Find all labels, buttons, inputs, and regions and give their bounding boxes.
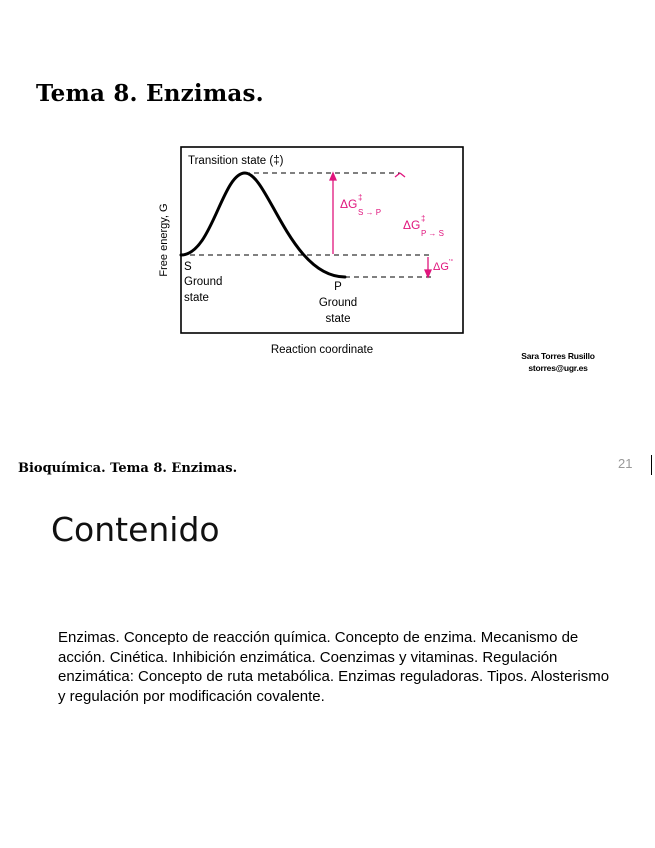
dg-reverse-arrow <box>395 173 405 177</box>
slide-title: Tema 8. Enzimas. <box>36 80 264 107</box>
x-axis-label: Reaction coordinate <box>270 344 374 356</box>
author-credit <box>503 350 613 374</box>
svg-text:ΔG: ΔG <box>403 218 421 232</box>
svg-text:'°: '° <box>449 259 454 266</box>
dg-forward-label <box>340 193 381 217</box>
svg-text:S → P: S → P <box>358 208 382 217</box>
author-email: storres@ugr.es <box>528 363 588 373</box>
author-name: Sara Torres Rusillo <box>521 351 595 361</box>
dg-standard-arrow <box>425 257 431 277</box>
contenido-body: Enzimas. Concepto de reacción química. Concepto de enzima. Mecanismo de acción. Cinética. Inhibición enzimática. Coenzimas y vitaminas. Regulación enzimática: Concepto de ruta metabólica. Enzimas reguladoras. Tipos. Alosterismo y regulación por modificación covalente. <box>58 629 610 705</box>
substrate-label: S <box>184 261 192 273</box>
svg-text:ΔG: ΔG <box>340 197 358 211</box>
product-label: P <box>334 281 342 293</box>
page-divider <box>651 455 652 475</box>
product-ground-line2: state <box>325 313 351 325</box>
svg-text:P → S: P → S <box>421 229 444 238</box>
reaction-curve <box>181 173 345 277</box>
section-header: Bioquímica. Tema 8. Enzimas. <box>18 461 238 476</box>
svg-text:‡: ‡ <box>421 214 426 223</box>
y-axis-label: Free energy, G <box>158 203 170 277</box>
energy-diagram <box>150 140 470 365</box>
dg-standard-label <box>433 258 453 273</box>
product-ground-line1: Ground <box>318 297 358 309</box>
page-number: 21 <box>618 456 633 471</box>
substrate-ground-line1: Ground <box>184 276 223 288</box>
dg-forward-arrow <box>330 173 336 254</box>
contenido-title: Contenido <box>51 510 220 549</box>
transition-state-label: Transition state (‡) <box>188 155 284 167</box>
dg-reverse-label <box>403 214 444 238</box>
svg-text:ΔG: ΔG <box>433 261 449 273</box>
svg-text:‡: ‡ <box>358 193 363 202</box>
substrate-ground-line2: state <box>184 292 209 304</box>
